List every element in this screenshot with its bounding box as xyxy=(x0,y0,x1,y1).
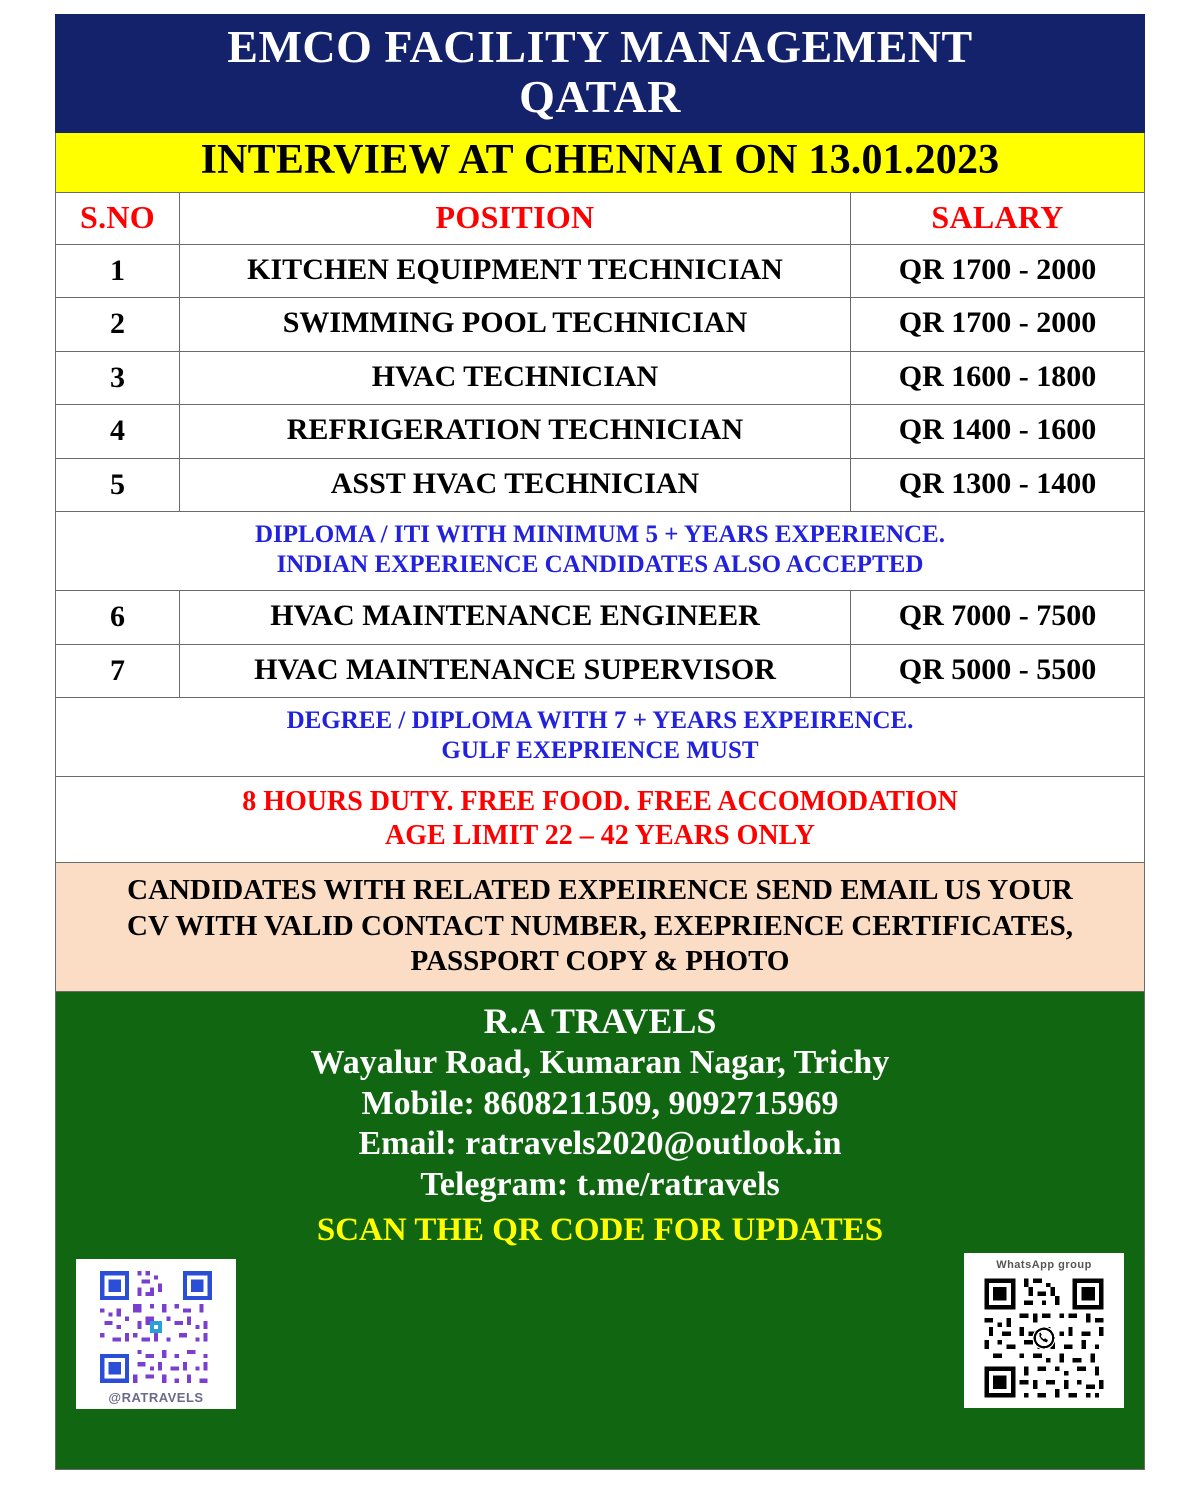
benefits-note xyxy=(56,777,1145,863)
company-header xyxy=(55,14,1145,133)
telegram-qr-block[interactable] xyxy=(76,1259,236,1409)
row-position: ASST HVAC TECHNICIAN xyxy=(180,458,851,512)
agency-email: Email: ratravels2020@outlook.in xyxy=(358,1125,842,1163)
qualification-note-1 xyxy=(56,512,1145,591)
table-row xyxy=(56,244,1145,298)
company-name-line1: EMCO FACILITY MANAGEMENT xyxy=(227,21,973,72)
row-sno: 2 xyxy=(56,298,180,352)
row-sno: 6 xyxy=(56,591,180,645)
application-instructions-line2: CV WITH VALID CONTACT NUMBER, EXEPRIENCE CERTIFICATES, xyxy=(127,909,1073,942)
table-row xyxy=(56,644,1145,698)
qualification-note-2 xyxy=(56,698,1145,777)
company-name-line2: QATAR xyxy=(519,70,681,122)
telegram-qr-code-icon[interactable] xyxy=(96,1267,216,1387)
row-salary: QR 1300 - 1400 xyxy=(851,458,1145,512)
qualification-note-1-row xyxy=(56,512,1145,591)
application-instructions-line3: PASSPORT COPY & PHOTO xyxy=(410,944,790,977)
row-salary: QR 1700 - 2000 xyxy=(851,298,1145,352)
table-row xyxy=(56,458,1145,512)
application-instructions-line1: CANDIDATES WITH RELATED EXPEIRENCE SEND EMAIL US YOUR xyxy=(127,874,1073,907)
row-position: HVAC MAINTENANCE SUPERVISOR xyxy=(180,644,851,698)
row-sno: 3 xyxy=(56,351,180,405)
agency-mobile: Mobile: 8608211509, 9092715969 xyxy=(361,1084,839,1122)
qualification-note-2-line2: GULF EXEPRIENCE MUST xyxy=(441,737,759,765)
agency-address: Wayalur Road, Kumaran Nagar, Trichy xyxy=(310,1043,890,1081)
qualification-note-2-row xyxy=(56,698,1145,777)
whatsapp-qr-code-icon[interactable] xyxy=(980,1274,1108,1402)
row-salary: QR 1400 - 1600 xyxy=(851,405,1145,459)
row-sno: 5 xyxy=(56,458,180,512)
row-salary: QR 1600 - 1800 xyxy=(851,351,1145,405)
benefits-note-line1: 8 HOURS DUTY. FREE FOOD. FREE ACCOMODATION xyxy=(242,786,958,818)
row-position: HVAC TECHNICIAN xyxy=(180,351,851,405)
agency-telegram: Telegram: t.me/ratravels xyxy=(420,1166,780,1204)
row-position: HVAC MAINTENANCE ENGINEER xyxy=(180,591,851,645)
table-row xyxy=(56,405,1145,459)
qualification-note-2-line1: DEGREE / DIPLOMA WITH 7 + YEARS EXPEIRENCE. xyxy=(286,707,914,735)
row-sno: 4 xyxy=(56,405,180,459)
benefits-note-row xyxy=(56,777,1145,863)
column-header-position: POSITION xyxy=(180,192,851,244)
column-header-sno: S.NO xyxy=(56,192,180,244)
qualification-note-1-line2: INDIAN EXPERIENCE CANDIDATES ALSO ACCEPTED xyxy=(276,551,924,579)
positions-table xyxy=(55,192,1145,993)
agency-name: R.A TRAVELS xyxy=(483,1001,717,1042)
qualification-note-1-line1: DIPLOMA / ITI WITH MINIMUM 5 + YEARS EXPERIENCE. xyxy=(254,521,945,549)
application-note-row xyxy=(56,863,1145,992)
row-position: KITCHEN EQUIPMENT TECHNICIAN xyxy=(180,244,851,298)
table-header-row xyxy=(56,192,1145,244)
row-sno: 1 xyxy=(56,244,180,298)
benefits-note-line2: AGE LIMIT 22 – 42 YEARS ONLY xyxy=(385,819,815,851)
table-row xyxy=(56,351,1145,405)
table-row xyxy=(56,298,1145,352)
column-header-salary: SALARY xyxy=(851,192,1145,244)
qr-code-row xyxy=(66,1259,1134,1459)
whatsapp-qr-caption: WhatsApp group xyxy=(996,1259,1092,1272)
whatsapp-qr-block[interactable] xyxy=(964,1253,1124,1408)
row-salary: QR 1700 - 2000 xyxy=(851,244,1145,298)
application-instructions xyxy=(56,863,1145,992)
scan-qr-instruction: SCAN THE QR CODE FOR UPDATES xyxy=(316,1212,884,1248)
row-position: REFRIGERATION TECHNICIAN xyxy=(180,405,851,459)
row-salary: QR 7000 - 7500 xyxy=(851,591,1145,645)
row-salary: QR 5000 - 5500 xyxy=(851,644,1145,698)
table-row xyxy=(56,591,1145,645)
row-position: SWIMMING POOL TECHNICIAN xyxy=(180,298,851,352)
row-sno: 7 xyxy=(56,644,180,698)
telegram-qr-caption: @RATRAVELS xyxy=(108,1390,204,1406)
interview-announcement: INTERVIEW AT CHENNAI ON 13.01.2023 xyxy=(55,133,1145,191)
contact-section xyxy=(55,992,1145,1470)
